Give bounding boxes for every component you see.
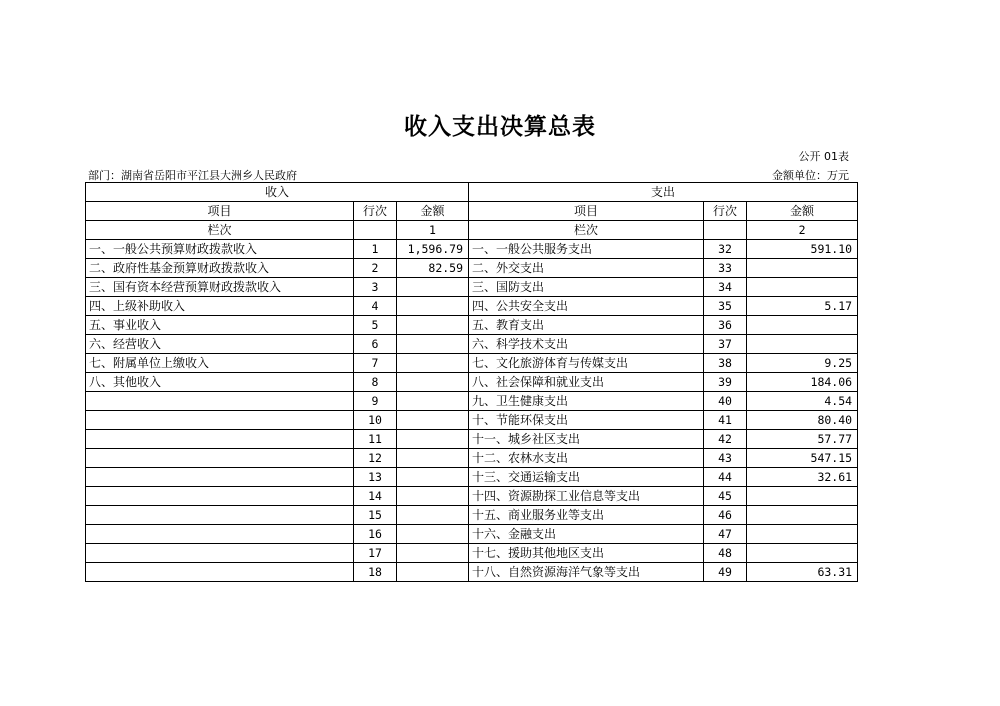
income-item-cell: 七、附属单位上缴收入	[86, 354, 354, 373]
expense-line-cell: 46	[704, 506, 747, 525]
income-line-cell: 10	[354, 411, 397, 430]
income-amount-cell	[397, 487, 469, 506]
income-line-header: 行次	[354, 202, 397, 221]
income-amount-cell	[397, 430, 469, 449]
expense-line-cell: 45	[704, 487, 747, 506]
expense-item-cell: 十三、交通运输支出	[469, 468, 704, 487]
income-item-cell	[86, 392, 354, 411]
expense-line-cell: 37	[704, 335, 747, 354]
income-item-cell	[86, 487, 354, 506]
expense-amount-cell: 9.25	[747, 354, 858, 373]
income-amount-cell	[397, 392, 469, 411]
expense-amount-cell	[747, 335, 858, 354]
table-row	[86, 544, 858, 563]
expense-amount-cell: 184.06	[747, 373, 858, 392]
expense-line-cell: 39	[704, 373, 747, 392]
income-line-cell: 11	[354, 430, 397, 449]
table-row	[86, 278, 858, 297]
table-row	[86, 259, 858, 278]
expense-item-cell: 二、外交支出	[469, 259, 704, 278]
income-amount-cell	[397, 506, 469, 525]
expense-item-header: 项目	[469, 202, 704, 221]
expense-line-header: 行次	[704, 202, 747, 221]
expense-item-cell: 六、科学技术支出	[469, 335, 704, 354]
expense-col-number: 2	[747, 221, 858, 240]
expense-amount-cell: 32.61	[747, 468, 858, 487]
income-line-cell: 16	[354, 525, 397, 544]
expense-amount-cell: 547.15	[747, 449, 858, 468]
column-index-row	[86, 221, 858, 240]
table-row	[86, 354, 858, 373]
expense-amount-cell	[747, 259, 858, 278]
income-line-cell: 6	[354, 335, 397, 354]
income-line-cell: 3	[354, 278, 397, 297]
table-row	[86, 525, 858, 544]
expense-item-cell: 三、国防支出	[469, 278, 704, 297]
income-item-cell	[86, 506, 354, 525]
expense-amount-cell	[747, 525, 858, 544]
table-row	[86, 487, 858, 506]
expense-item-cell: 十一、城乡社区支出	[469, 430, 704, 449]
table-row	[86, 506, 858, 525]
expense-item-cell: 十、节能环保支出	[469, 411, 704, 430]
income-line-cell: 2	[354, 259, 397, 278]
income-amount-cell	[397, 354, 469, 373]
income-item-cell: 五、事业收入	[86, 316, 354, 335]
income-amount-cell	[397, 297, 469, 316]
income-col-number: 1	[397, 221, 469, 240]
income-line-cell: 8	[354, 373, 397, 392]
expense-item-cell: 七、文化旅游体育与传媒支出	[469, 354, 704, 373]
income-line-cell: 5	[354, 316, 397, 335]
income-line-cell: 15	[354, 506, 397, 525]
expense-amount-cell: 57.77	[747, 430, 858, 449]
table-row	[86, 468, 858, 487]
expense-line-cell: 48	[704, 544, 747, 563]
income-item-cell: 四、上级补助收入	[86, 297, 354, 316]
expense-line-cell: 40	[704, 392, 747, 411]
expense-amount-cell	[747, 278, 858, 297]
income-amount-cell	[397, 278, 469, 297]
expense-amount-cell: 5.17	[747, 297, 858, 316]
income-col-blank	[354, 221, 397, 240]
expense-header: 支出	[469, 183, 858, 202]
income-amount-cell	[397, 468, 469, 487]
table-row	[86, 240, 858, 259]
income-amount-cell	[397, 373, 469, 392]
income-line-cell: 13	[354, 468, 397, 487]
expense-item-cell: 十六、金融支出	[469, 525, 704, 544]
expense-amount-cell	[747, 316, 858, 335]
table-row	[86, 335, 858, 354]
table-row	[86, 430, 858, 449]
table-row	[86, 449, 858, 468]
income-item-cell	[86, 411, 354, 430]
income-item-header: 项目	[86, 202, 354, 221]
income-line-cell: 12	[354, 449, 397, 468]
income-line-cell: 4	[354, 297, 397, 316]
expense-amount-cell: 4.54	[747, 392, 858, 411]
expense-amount-cell	[747, 544, 858, 563]
income-item-cell: 一、一般公共预算财政拨款收入	[86, 240, 354, 259]
expense-line-cell: 33	[704, 259, 747, 278]
expense-line-cell: 42	[704, 430, 747, 449]
expense-item-cell: 十二、农林水支出	[469, 449, 704, 468]
expense-item-cell: 五、教育支出	[469, 316, 704, 335]
income-line-cell: 7	[354, 354, 397, 373]
form-number: 公开 01表	[798, 150, 849, 163]
income-expense-table	[85, 182, 858, 582]
report-title: 收入支出决算总表	[404, 113, 596, 140]
expense-amount-header: 金额	[747, 202, 858, 221]
expense-col-blank	[704, 221, 747, 240]
expense-col-label: 栏次	[469, 221, 704, 240]
expense-item-cell: 十五、商业服务业等支出	[469, 506, 704, 525]
income-amount-cell	[397, 411, 469, 430]
income-amount-cell	[397, 563, 469, 582]
expense-line-cell: 34	[704, 278, 747, 297]
income-amount-cell	[397, 316, 469, 335]
expense-line-cell: 47	[704, 525, 747, 544]
expense-item-cell: 九、卫生健康支出	[469, 392, 704, 411]
income-header: 收入	[86, 183, 469, 202]
income-item-cell: 二、政府性基金预算财政拨款收入	[86, 259, 354, 278]
income-amount-cell	[397, 525, 469, 544]
expense-line-cell: 32	[704, 240, 747, 259]
income-item-cell: 三、国有资本经营预算财政拨款收入	[86, 278, 354, 297]
expense-line-cell: 41	[704, 411, 747, 430]
expense-line-cell: 36	[704, 316, 747, 335]
expense-item-cell: 八、社会保障和就业支出	[469, 373, 704, 392]
income-amount-cell: 1,596.79	[397, 240, 469, 259]
income-amount-header: 金额	[397, 202, 469, 221]
income-amount-cell: 82.59	[397, 259, 469, 278]
expense-line-cell: 49	[704, 563, 747, 582]
expense-item-cell: 十七、援助其他地区支出	[469, 544, 704, 563]
income-item-cell	[86, 563, 354, 582]
table-row	[86, 392, 858, 411]
income-item-cell	[86, 544, 354, 563]
income-line-cell: 18	[354, 563, 397, 582]
department-label: 部门：湖南省岳阳市平江县大洲乡人民政府	[88, 169, 297, 182]
income-amount-cell	[397, 544, 469, 563]
expense-item-cell: 十八、自然资源海洋气象等支出	[469, 563, 704, 582]
amount-unit-label: 金额单位：万元	[772, 169, 849, 182]
income-amount-cell	[397, 449, 469, 468]
expense-amount-cell	[747, 487, 858, 506]
income-item-cell: 六、经营收入	[86, 335, 354, 354]
table-row	[86, 563, 858, 582]
expense-line-cell: 35	[704, 297, 747, 316]
income-item-cell	[86, 468, 354, 487]
expense-amount-cell: 80.40	[747, 411, 858, 430]
income-col-label: 栏次	[86, 221, 354, 240]
section-header-row	[86, 183, 858, 202]
expense-item-cell: 十四、资源勘探工业信息等支出	[469, 487, 704, 506]
table-row	[86, 316, 858, 335]
income-line-cell: 14	[354, 487, 397, 506]
expense-line-cell: 43	[704, 449, 747, 468]
income-item-cell: 八、其他收入	[86, 373, 354, 392]
table-row	[86, 297, 858, 316]
income-item-cell	[86, 525, 354, 544]
table-row	[86, 411, 858, 430]
income-line-cell: 1	[354, 240, 397, 259]
expense-amount-cell	[747, 506, 858, 525]
income-amount-cell	[397, 335, 469, 354]
expense-amount-cell: 591.10	[747, 240, 858, 259]
expense-amount-cell: 63.31	[747, 563, 858, 582]
income-item-cell	[86, 449, 354, 468]
income-line-cell: 9	[354, 392, 397, 411]
table-row	[86, 373, 858, 392]
income-line-cell: 17	[354, 544, 397, 563]
expense-line-cell: 38	[704, 354, 747, 373]
column-header-row	[86, 202, 858, 221]
expense-item-cell: 一、一般公共服务支出	[469, 240, 704, 259]
income-item-cell	[86, 430, 354, 449]
expense-item-cell: 四、公共安全支出	[469, 297, 704, 316]
expense-line-cell: 44	[704, 468, 747, 487]
